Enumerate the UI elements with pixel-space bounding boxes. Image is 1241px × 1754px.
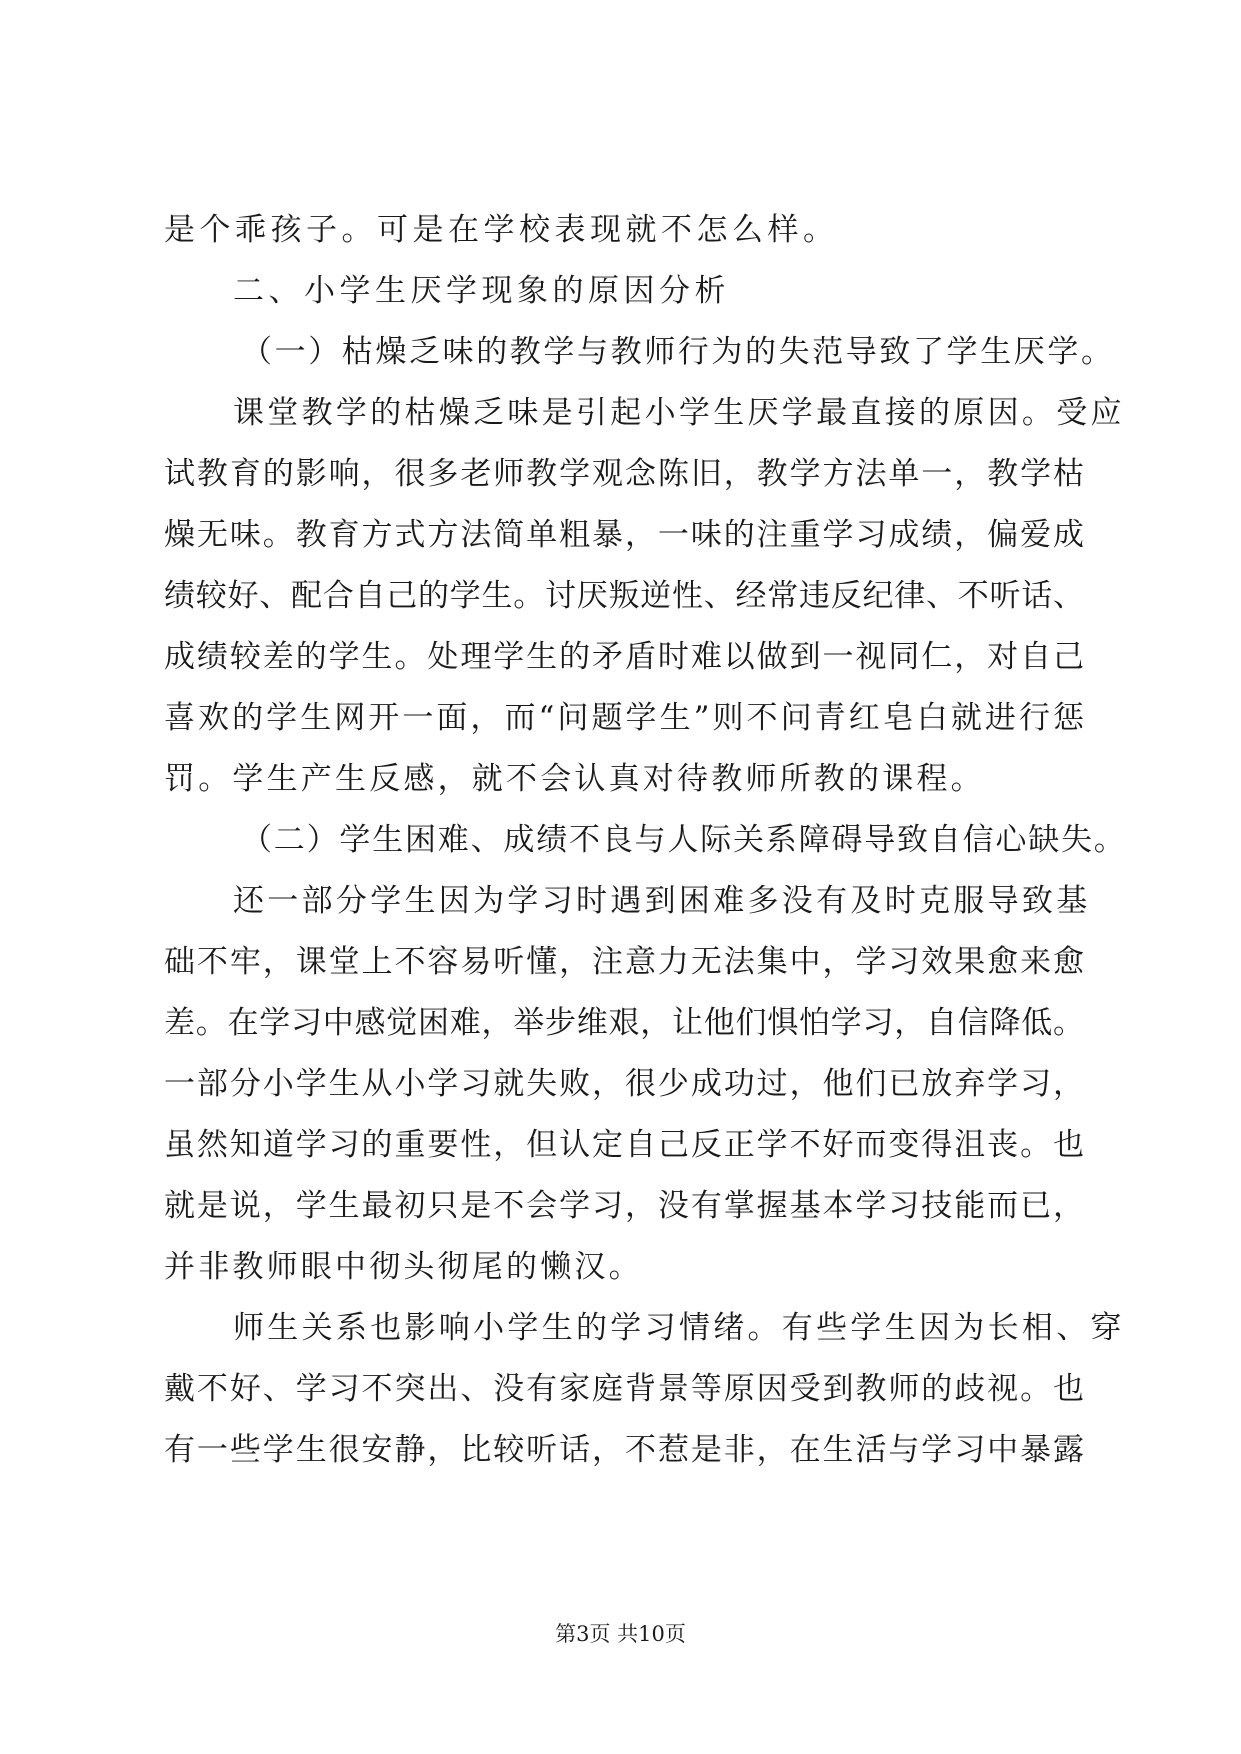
paragraph-line: 还一部分学生因为学习时遇到困难多没有及时克服导致基 xyxy=(233,883,1091,919)
section-heading: 二、小学生厌学现象的原因分析 xyxy=(233,273,730,309)
paragraph-line: 并非教师眼中彻头彻尾的懒汉。 xyxy=(164,1249,643,1285)
paragraph-line: 就是说，学生最初只是不会学习，没有掌握基本学习技能而已， xyxy=(164,1188,1084,1224)
paragraph-line: 虽然知道学习的重要性，但认定自己反正学不好而变得沮丧。也 xyxy=(164,1127,1084,1163)
paragraph-line: 差。在学习中感觉困难，举步维艰，让他们惧怕学习，自信降低。 xyxy=(164,1005,1084,1041)
paragraph-line: 喜欢的学生网开一面，而“问题学生”则不问青红皂白就进行惩 xyxy=(164,700,1084,736)
paragraph-line: 有一些学生很安静，比较听话，不惹是非，在生活与学习中暴露 xyxy=(164,1432,1084,1468)
paragraph-line: 试教育的影响，很多老师教学观念陈旧，教学方法单一，教学枯 xyxy=(164,456,1084,492)
paragraph-line: 戴不好、学习不突出、没有家庭背景等原因受到教师的歧视。也 xyxy=(164,1371,1084,1407)
paragraph-line: 一部分小学生从小学习就失败，很少成功过，他们已放弃学习， xyxy=(164,1066,1084,1102)
subsection-heading: （一）枯燥乏味的教学与教师行为的失范导致了学生厌学。 xyxy=(241,334,1115,370)
paragraph-line: 罚。学生产生反感，就不会认真对待教师所教的课程。 xyxy=(164,761,985,797)
paragraph-line: 师生关系也影响小学生的学习情绪。有些学生因为长相、穿 xyxy=(233,1310,1125,1346)
paragraph-line: 课堂教学的枯燥乏味是引起小学生厌学最直接的原因。受应 xyxy=(233,395,1125,431)
page-footer: 第3页 共10页 xyxy=(555,1622,686,1646)
paragraph-line: 燥无味。教育方式方法简单粗暴，一味的注重学习成绩，偏爱成 xyxy=(164,517,1084,553)
paragraph-line: 绩较好、配合自己的学生。讨厌叛逆性、经常违反纪律、不听话、 xyxy=(164,578,1084,614)
paragraph-line: 成绩较差的学生。处理学生的矛盾时难以做到一视同仁，对自己 xyxy=(164,639,1084,675)
subsection-heading: （二）学生困难、成绩不良与人际关系障碍导致自信心缺失。 xyxy=(241,822,1127,858)
paragraph-line: 础不牢，课堂上不容易听懂，注意力无法集中，学习效果愈来愈 xyxy=(164,944,1084,980)
paragraph-line: 是个乖孩子。可是在学校表现就不怎么样。 xyxy=(164,212,839,248)
